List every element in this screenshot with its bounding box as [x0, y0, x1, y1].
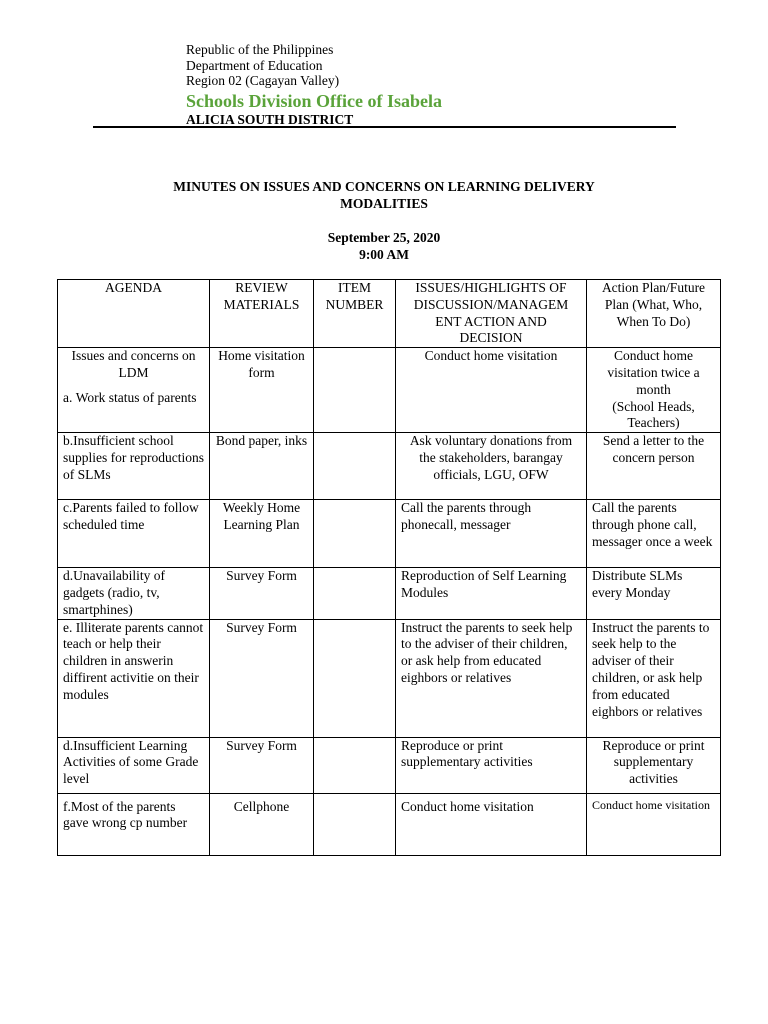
agenda-cell: [58, 348, 210, 433]
letterhead: [186, 42, 442, 128]
header-action-plan: Action Plan/Future Plan (What, Who, When To Do): [587, 280, 721, 348]
meeting-datetime: [60, 229, 708, 263]
agenda-cell: d.Insufficient Learning Activities of some Grade level: [58, 737, 210, 793]
document-title: [60, 178, 708, 212]
review-material-cell: Survey Form: [210, 619, 314, 737]
review-material-cell: Weekly Home Learning Plan: [210, 500, 314, 568]
table-row: [58, 348, 721, 433]
district-name: ALICIA SOUTH DISTRICT: [186, 111, 354, 127]
review-material-cell: Survey Form: [210, 737, 314, 793]
review-material-cell: Cellphone: [210, 793, 314, 855]
item-number-cell: [314, 500, 396, 568]
action-plan-cell: Call the parents through phone call, messager once a week: [587, 500, 721, 568]
review-material-cell: Survey Form: [210, 568, 314, 619]
issue-cell: Ask voluntary donations from the stakeholders, barangay officials, LGU, OFW: [396, 433, 587, 500]
issue-cell: Conduct home visitation: [396, 793, 587, 855]
table-row: [58, 433, 721, 500]
item-number-cell: [314, 737, 396, 793]
table-row: [58, 500, 721, 568]
header-issues-highlights: ISSUES/HIGHLIGHTS OF DISCUSSION/MANAGEM ENT ACTION AND DECISION: [396, 280, 587, 348]
table-row: [58, 568, 721, 619]
issue-cell: Reproduction of Self Learning Modules: [396, 568, 587, 619]
header-agenda: AGENDA: [58, 280, 210, 348]
issue-cell: Conduct home visitation: [396, 348, 587, 433]
action-plan-cell: Conduct home visitation twice a month (School Heads, Teachers): [587, 348, 721, 433]
action-plan-note: (School Heads, Teachers): [612, 398, 695, 431]
meeting-time: 9:00 AM: [359, 247, 409, 262]
republic-line: Republic of the Philippines: [186, 42, 334, 57]
action-plan-cell: Conduct home visitation: [587, 793, 721, 855]
department-line: Department of Education: [186, 57, 323, 73]
review-material-cell: Home visitation form: [210, 348, 314, 433]
agenda-intro: Issues and concerns on LDM: [71, 348, 196, 380]
table-row: [58, 793, 721, 855]
minutes-table: [57, 279, 721, 856]
header-item-number: ITEM NUMBER: [314, 280, 396, 348]
agenda-cell: d.Unavailability of gadgets (radio, tv, smartphines): [58, 568, 210, 619]
table-row: [58, 737, 721, 793]
action-plan-cell: Send a letter to the concern person: [587, 433, 721, 500]
agenda-cell: f.Most of the parents gave wrong cp number: [58, 793, 210, 855]
header-review-materials: REVIEW MATERIALS: [210, 280, 314, 348]
meeting-date: September 25, 2020: [327, 230, 441, 245]
agenda-cell: c.Parents failed to follow scheduled time: [58, 500, 210, 568]
action-plan-cell: Reproduce or print supplementary activities: [587, 737, 721, 793]
item-number-cell: [314, 793, 396, 855]
title-line-2: MODALITIES: [340, 196, 428, 211]
agenda-cell: e. Illiterate parents cannot teach or help their children in answerin diffirent activitie on their modules: [58, 619, 210, 737]
issue-cell: Call the parents through phonecall, messager: [396, 500, 587, 568]
issue-cell: Instruct the parents to seek help to the adviser of their children, or ask help from educated eighbors or relatives: [396, 619, 587, 737]
item-number-cell: [314, 619, 396, 737]
review-material-cell: Bond paper, inks: [210, 433, 314, 500]
action-plan-cell: Instruct the parents to seek help to the adviser of their children, or ask help from educated eighbors or relatives: [587, 619, 721, 737]
item-number-cell: [314, 433, 396, 500]
issue-cell: Reproduce or print supplementary activities: [396, 737, 587, 793]
region-line: Region 02 (Cagayan Valley): [186, 73, 340, 88]
action-plan-cell: Distribute SLMs every Monday: [587, 568, 721, 619]
item-number-cell: [314, 568, 396, 619]
title-line-1: MINUTES ON ISSUES AND CONCERNS ON LEARNING DELIVERY: [173, 179, 595, 194]
header-divider: [93, 126, 676, 128]
table-row: [58, 619, 721, 737]
agenda-text: a. Work status of parents: [63, 389, 197, 405]
division-office-name: Schools Division Office of Isabela: [186, 90, 443, 111]
table-header-row: [58, 280, 721, 348]
agenda-cell: b.Insufficient school supplies for reproductions of SLMs: [58, 433, 210, 500]
item-number-cell: [314, 348, 396, 433]
